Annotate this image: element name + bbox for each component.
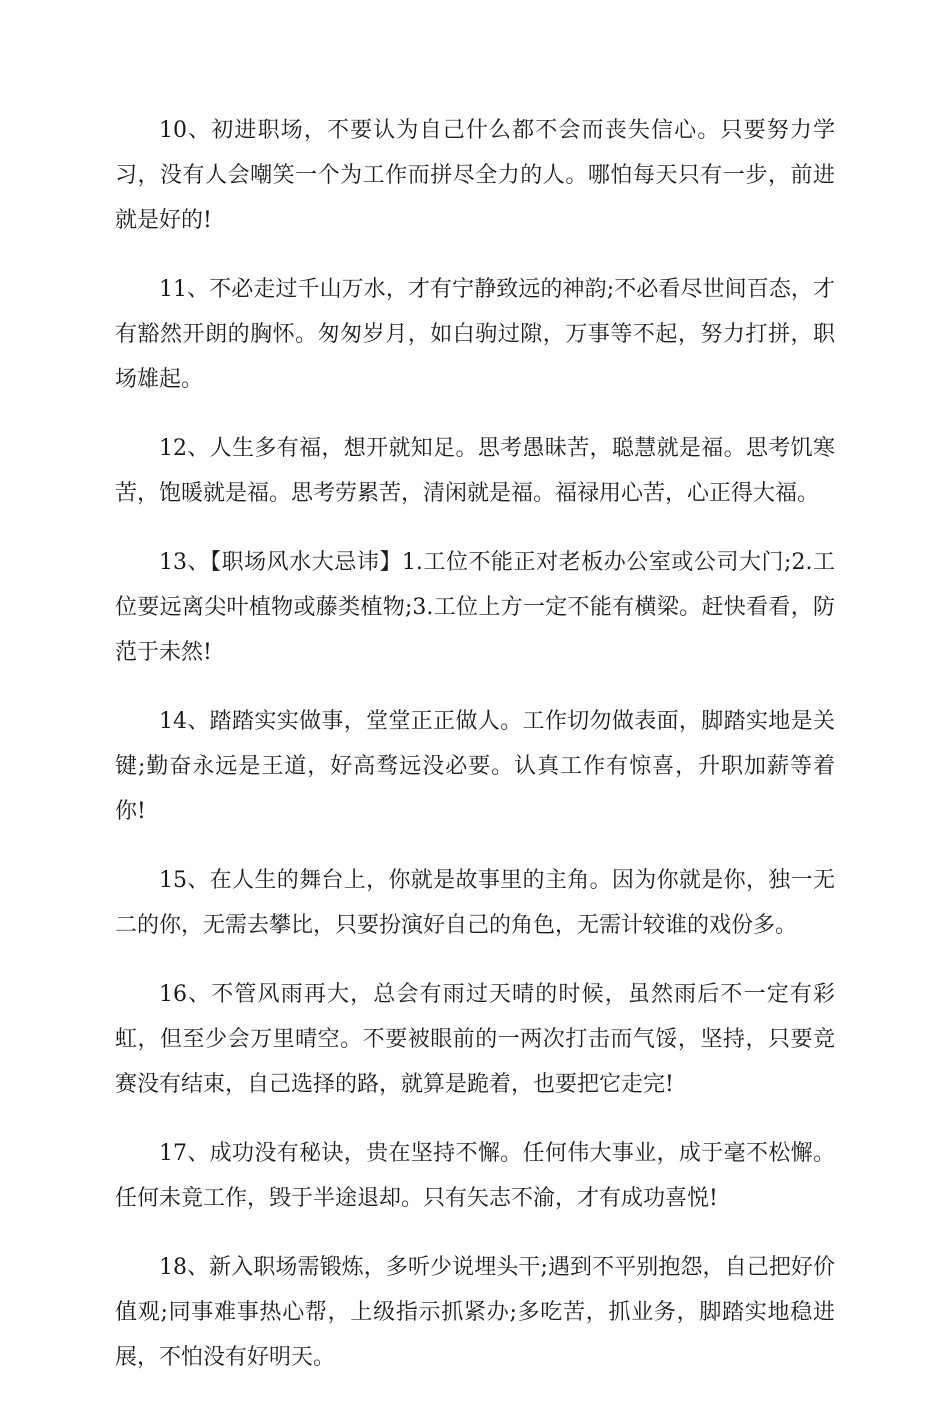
paragraph-10: 10、初进职场，不要认为自己什么都不会而丧失信心。只要努力学习，没有人会嘲笑一个为工作而拼尽全力的人。哪怕每天只有一步，前进就是好的! bbox=[115, 118, 835, 233]
paragraph-18: 18、新入职场需锻炼，多听少说埋头干;遇到不平别抱怨，自己把好价值观;同事难事热心帮，上级指示抓紧办;多吃苦，抓业务，脚踏实地稳进展，不怕没有好明天。 bbox=[115, 1255, 835, 1370]
paragraph-11: 11、不必走过千山万水，才有宁静致远的神韵;不必看尽世间百态，才有豁然开朗的胸怀。匆匆岁月，如白驹过隙，万事等不起，努力打拼，职场雄起。 bbox=[115, 277, 835, 392]
paragraph-13: 13、【职场风水大忌讳】1.工位不能正对老板办公室或公司大门;2.工位要远离尖叶植物或藤类植物;3.工位上方一定不能有横梁。赶快看看，防范于未然! bbox=[115, 550, 835, 665]
paragraph-12: 12、人生多有福，想开就知足。思考愚昧苦，聪慧就是福。思考饥寒苦，饱暖就是福。思考劳累苦，清闲就是福。福禄用心苦，心正得大福。 bbox=[115, 436, 835, 506]
paragraph-15: 15、在人生的舞台上，你就是故事里的主角。因为你就是你，独一无二的你，无需去攀比，只要扮演好自己的角色，无需计较谁的戏份多。 bbox=[115, 868, 835, 938]
paragraph-14: 14、踏踏实实做事，堂堂正正做人。工作切勿做表面，脚踏实地是关键;勤奋永远是王道，好高骛远没必要。认真工作有惊喜，升职加薪等着你! bbox=[115, 709, 835, 824]
paragraph-16: 16、不管风雨再大，总会有雨过天晴的时候，虽然雨后不一定有彩虹，但至少会万里晴空。不要被眼前的一两次打击而气馁，坚持，只要竞赛没有结束，自己选择的路，就算是跪着，也要把它走完! bbox=[115, 982, 835, 1097]
paragraph-17: 17、成功没有秘诀，贵在坚持不懈。任何伟大事业，成于毫不松懈。任何未竟工作，毁于半途退却。只有矢志不渝，才有成功喜悦! bbox=[115, 1141, 835, 1211]
document-body bbox=[115, 108, 835, 1404]
